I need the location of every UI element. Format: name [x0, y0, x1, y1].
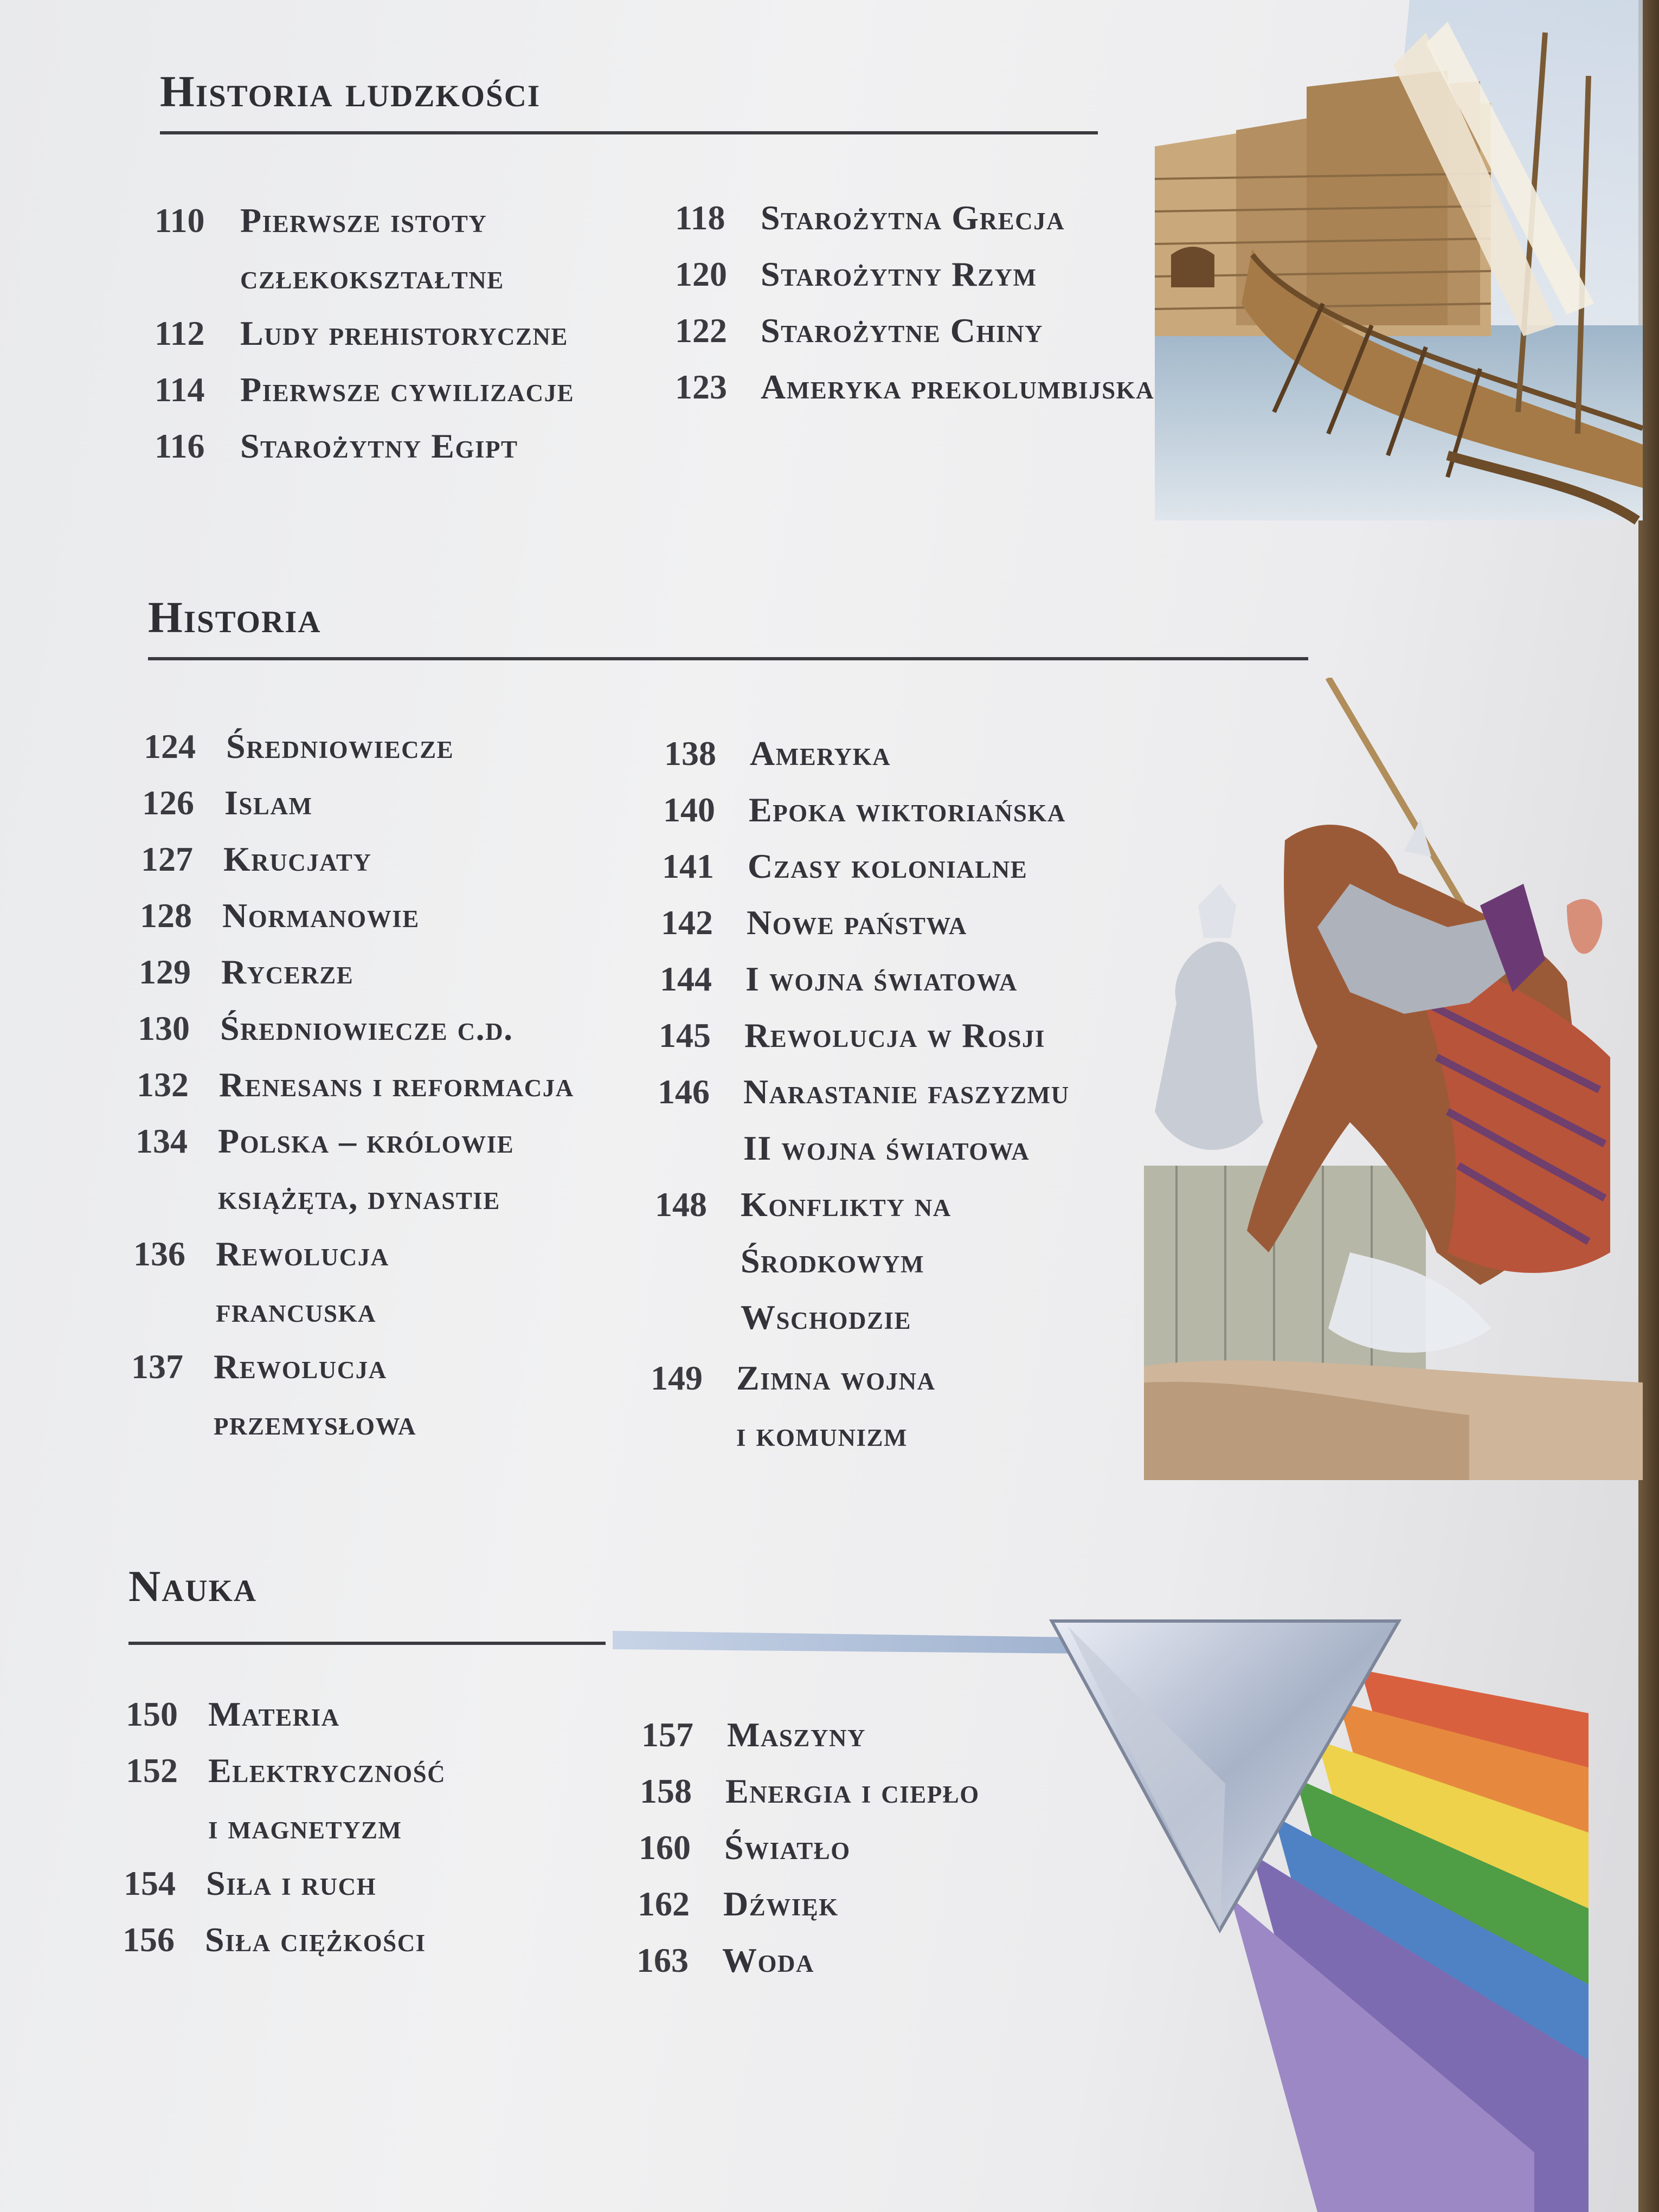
entry-title: Starożytny Rzym [761, 255, 1037, 293]
entry-title: II wojna światowa [743, 1129, 1030, 1167]
page-number: 116 [155, 427, 205, 465]
entry-title: i magnetyzm [208, 1808, 402, 1846]
entry-title: Narastanie faszyzmu [743, 1072, 1070, 1111]
page-number: 126 [142, 783, 194, 822]
page-number: 162 [638, 1885, 690, 1923]
knight-on-horse-illustration [1144, 678, 1643, 1480]
section-title-historia-ludzkosci: Historia ludzkości [160, 67, 541, 116]
entry-title: przemysłowa [214, 1404, 417, 1442]
page-number: 130 [138, 1009, 190, 1047]
page-number: 120 [675, 255, 727, 293]
page-number: 114 [155, 370, 205, 409]
section-rule [148, 657, 1308, 660]
section-title-nauka: Nauka [128, 1561, 258, 1611]
entry-title: Pierwsze cywilizacje [240, 370, 575, 409]
page-number: 154 [124, 1864, 176, 1902]
entry-title: Czasy kolonialne [748, 847, 1028, 885]
entry-title: Pierwsze istoty [240, 201, 487, 240]
entry-title: Siła i ruch [206, 1864, 377, 1902]
entry-title: Polska – królowie [218, 1122, 515, 1160]
page-number: 157 [641, 1715, 693, 1754]
page-number: 146 [658, 1072, 710, 1111]
entry-title: Krucjaty [223, 840, 372, 878]
entry-title: Normanowie [222, 896, 420, 935]
page-number: 150 [126, 1695, 178, 1733]
section-rule [128, 1642, 606, 1645]
entry-title: człekokształtne [240, 258, 504, 296]
page-number: 127 [141, 840, 193, 878]
entry-title: Zimna wojna [736, 1359, 936, 1397]
page-number: 123 [675, 368, 727, 406]
page-number: 160 [639, 1828, 691, 1867]
entry-title: Starożytne Chiny [761, 311, 1044, 350]
entry-title: Elektryczność [208, 1751, 446, 1790]
entry-title: Islam [224, 783, 313, 822]
page-number: 136 [133, 1234, 185, 1273]
prism-rainbow-illustration [613, 1605, 1643, 2212]
page-number: 144 [660, 960, 712, 998]
entry-title: Woda [722, 1941, 814, 1979]
entry-title: Starożytny Egipt [240, 427, 518, 465]
ancient-ship-illustration [1144, 0, 1643, 531]
entry-title: Średniowiecze [226, 727, 454, 766]
page-number: 132 [137, 1065, 189, 1104]
entry-title: Maszyny [727, 1715, 866, 1754]
entry-title: Ludy prehistoryczne [240, 314, 568, 352]
page-number: 158 [640, 1772, 692, 1810]
page-number: 112 [155, 314, 205, 352]
page-number: 140 [663, 790, 715, 829]
entry-title: Renesans i reformacja [219, 1065, 574, 1104]
entry-title: Starożytna Grecja [761, 198, 1065, 237]
page-number: 148 [655, 1185, 707, 1224]
entry-title: Średniowiecze c.d. [220, 1009, 513, 1047]
entry-title: Epoka wiktoriańska [749, 790, 1066, 829]
page-number: 142 [661, 903, 713, 942]
entry-title: Rewolucja [214, 1347, 387, 1386]
page-number: 149 [651, 1359, 703, 1397]
entry-title: Ameryka prekolumbijska [761, 368, 1155, 406]
page-number: 138 [664, 734, 716, 773]
entry-title: Konflikty na [741, 1185, 951, 1224]
entry-title: książęta, dynastie [218, 1178, 500, 1217]
entry-title: Dźwięk [723, 1885, 839, 1923]
page-number: 134 [136, 1122, 188, 1160]
page-number: 110 [155, 201, 205, 240]
entry-title: Energia i ciepło [725, 1772, 980, 1810]
page-number: 129 [139, 953, 191, 991]
entry-title: Siła ciężkości [205, 1920, 426, 1959]
entry-title: Nowe państwa [747, 903, 967, 942]
page-number: 118 [675, 198, 725, 237]
page-number: 128 [140, 896, 192, 935]
entry-title: Ameryka [750, 734, 891, 773]
entry-title: Wschodzie [741, 1298, 912, 1336]
entry-title: i komunizm [736, 1415, 908, 1454]
page-number: 145 [659, 1016, 711, 1054]
entry-title: Rewolucja w Rosji [744, 1016, 1046, 1054]
section-title-historia: Historia [148, 593, 321, 642]
page-number: 124 [144, 727, 196, 766]
page-number: 163 [636, 1941, 689, 1979]
entry-title: Materia [208, 1695, 340, 1733]
entry-title: Rewolucja [216, 1234, 389, 1273]
page-number: 152 [126, 1751, 178, 1790]
page-number: 122 [675, 311, 727, 350]
entry-title: francuska [216, 1291, 377, 1329]
entry-title: Rycerze [221, 953, 354, 991]
page-number: 137 [131, 1347, 183, 1386]
entry-title: Światło [724, 1828, 851, 1867]
section-rule [160, 131, 1098, 134]
entry-title: I wojna światowa [745, 960, 1018, 998]
entry-title: Środkowym [741, 1242, 925, 1280]
page-number: 156 [123, 1920, 175, 1959]
page-number: 141 [662, 847, 714, 885]
